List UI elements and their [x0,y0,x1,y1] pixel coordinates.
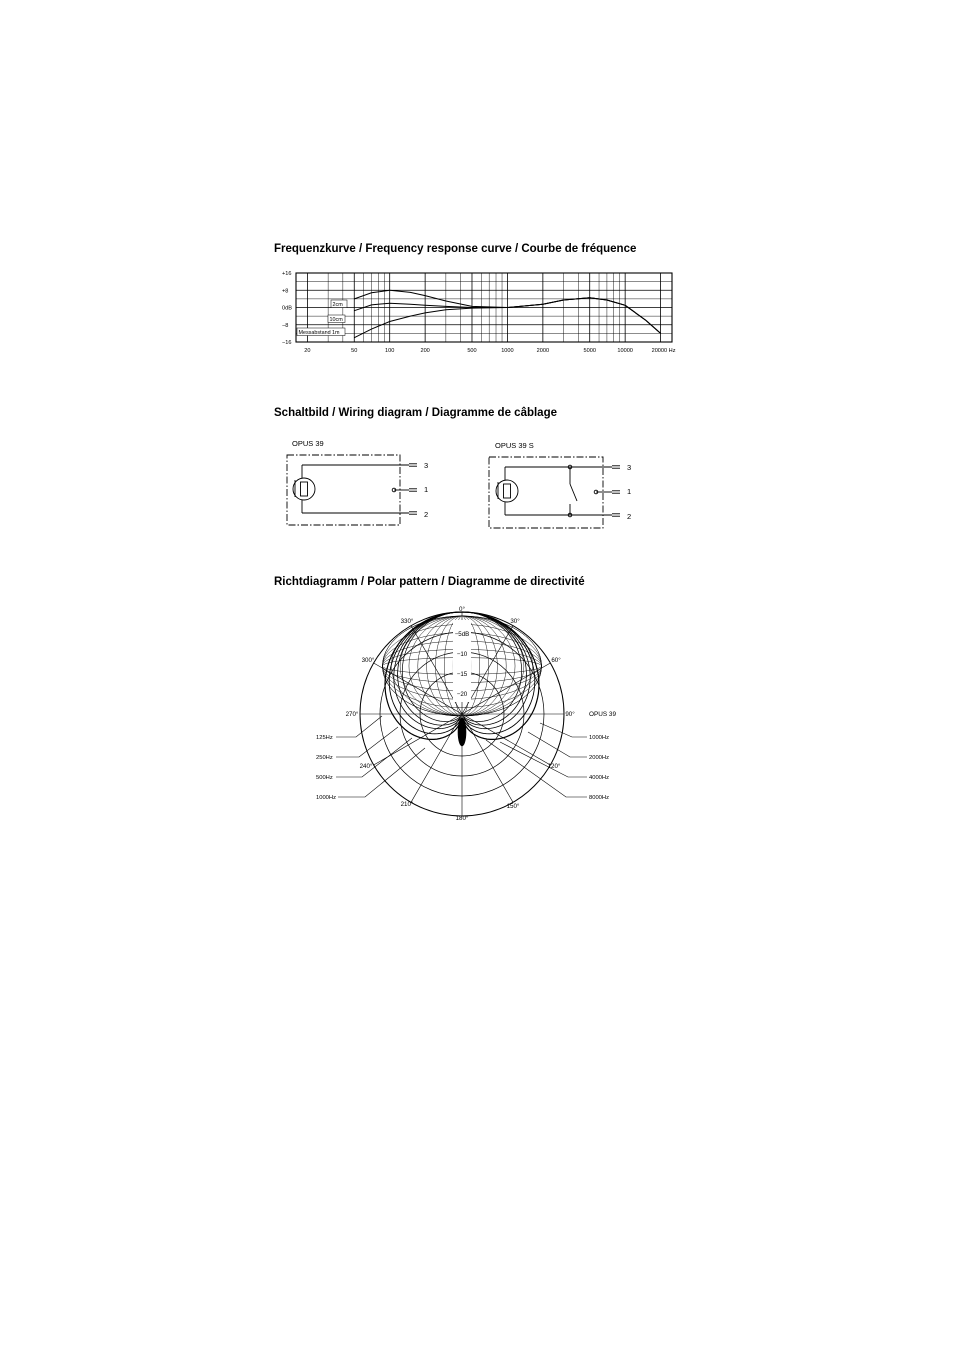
legend-leader [336,716,382,737]
x-tick-label: 10000 [617,348,633,354]
y-tick-label: −8 [282,322,289,329]
series-label: 10cm [329,317,343,323]
angle-label: 330° [400,618,414,625]
legend-leader [336,727,398,757]
angle-label: 240° [359,763,373,770]
angle-label: 60° [551,657,561,664]
x-tick-label: 1000 [501,348,514,354]
pin-label: 3 [627,463,632,472]
polar-heading: Richtdiagramm / Polar pattern / Diagramme de directivité [274,576,585,588]
angle-label: 180° [455,815,469,822]
frequency-heading: Frequenzkurve / Frequency response curve / Courbe de fréquence [274,243,637,255]
angle-label: 270° [345,711,359,718]
y-tick-label: +8 [282,288,289,295]
angle-label: 210° [400,801,414,808]
x-tick-label: 20000 Hz [651,348,676,354]
pin-label: 3 [424,461,429,470]
angle-label: 300° [361,657,375,664]
x-tick-label: 5000 [583,348,596,354]
x-tick-label: 50 [351,348,358,354]
x-tick-label: 200 [420,348,430,354]
legend-leader [336,738,412,777]
legend-right-label: 8000Hz [589,795,609,801]
y-tick-label: −16 [282,340,292,346]
x-tick-label: 2000 [536,348,550,354]
legend-leader [338,748,425,797]
x-tick-label: 100 [385,348,395,354]
x-tick-label: 500 [467,348,477,354]
ring-label: −5dB [454,631,470,638]
pin-label: 1 [627,487,632,496]
legend-left-label: 500Hz [316,775,333,781]
legend-right-label: 2000Hz [589,755,609,761]
wiring-right-model: OPUS 39 S [495,441,534,450]
ring-label: −20 [456,691,468,698]
angle-label: 90° [565,711,575,718]
angle-label: 0° [459,606,465,613]
rear-lobe [458,718,466,746]
legend-left-label: 125Hz [316,735,333,741]
series-label: 2cm [332,302,343,308]
legend-leader [528,732,587,757]
pin-label: 2 [627,512,632,521]
pin-label: 2 [424,510,429,519]
ring-label: −10 [456,651,468,658]
legend-right-label: 4000Hz [589,775,609,781]
ring-label: −15 [456,671,468,678]
angle-label: 30° [510,618,520,625]
wiring-left-model: OPUS 39 [292,439,324,448]
pin-label: 1 [424,485,429,494]
angle-label: 150° [506,803,520,810]
wiring-heading: Schaltbild / Wiring diagram / Diagramme de câblage [274,407,557,419]
polar-model-label: OPUS 39 [589,711,616,718]
series-label: Messabstand 1m [298,330,340,336]
legend-right-label: 1000Hz [589,735,609,741]
legend-left-label: 1000Hz [316,795,336,801]
y-tick-label: 0dB [282,305,292,312]
legend-left-label: 250Hz [316,755,333,761]
angle-label: 120° [547,763,561,770]
x-tick-label: 20 [304,348,311,354]
y-tick-label: +16 [282,271,292,277]
